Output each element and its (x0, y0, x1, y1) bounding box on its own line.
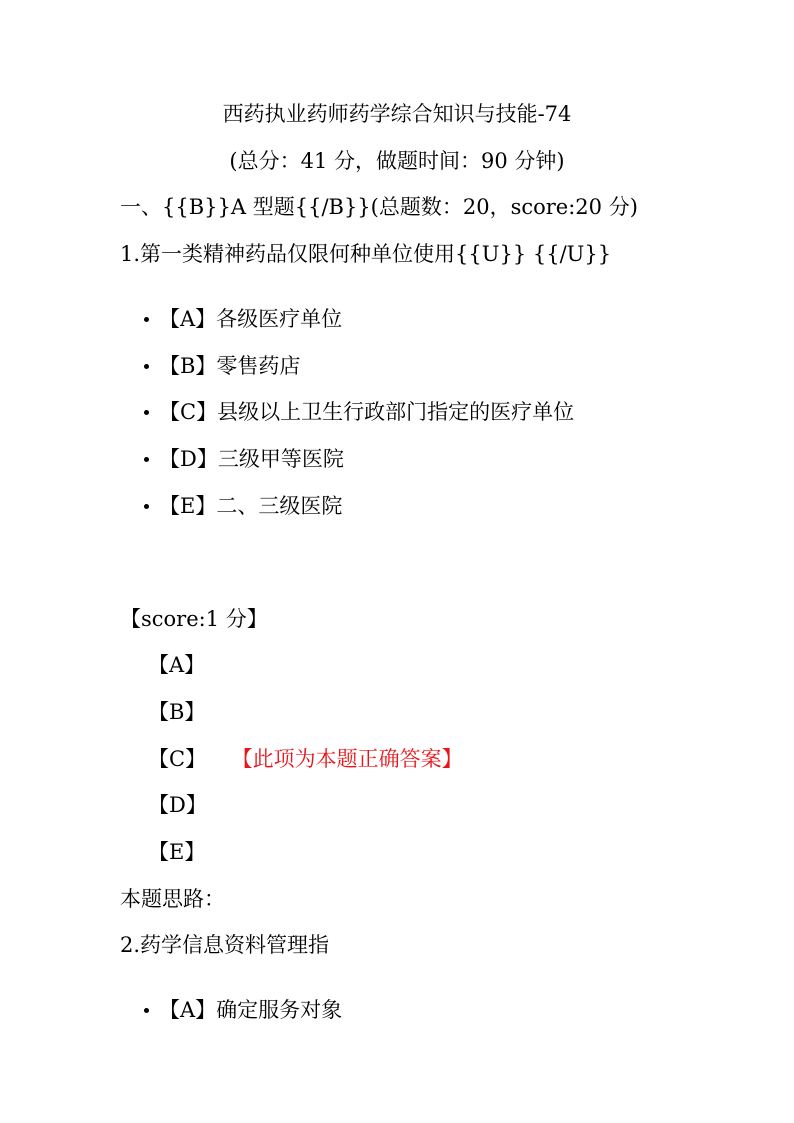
bullet-icon (144, 457, 149, 462)
option-label: 【A】各级医疗单位 (159, 307, 343, 331)
answer-label: 【A】 (148, 653, 206, 677)
answer-label: 【B】 (148, 700, 206, 724)
answer-label: 【D】 (148, 793, 207, 817)
bullet-icon (144, 1008, 149, 1013)
answer-label: 【C】 (148, 747, 207, 771)
answer-row-c (148, 745, 463, 773)
answer-row-a (148, 651, 205, 679)
bullet-icon (144, 317, 149, 322)
answer-label: 【E】 (148, 840, 206, 864)
question-1-option-b[interactable] (144, 352, 300, 380)
option-label: 【A】确定服务对象 (159, 998, 343, 1022)
correct-answer-marker: 【此项为本题正确答案】 (242, 747, 463, 771)
option-label: 【B】零售药店 (159, 354, 301, 378)
section-heading: 一、{{B}}A 型题{{/B}}(总题数：20，score:20 分) (120, 195, 638, 219)
answer-row-e (148, 838, 205, 866)
option-label: 【D】三级甲等医院 (159, 447, 344, 471)
question-2-option-a[interactable] (144, 996, 342, 1024)
answer-row-b (148, 698, 205, 726)
question-1-option-a[interactable] (144, 305, 342, 333)
question-1-option-d[interactable] (144, 445, 344, 473)
question-1-score: 【score:1 分】 (120, 607, 268, 631)
option-label: 【E】二、三级医院 (159, 494, 343, 518)
question-1-option-e[interactable] (144, 492, 342, 520)
answer-row-d (148, 791, 207, 819)
question-1-option-c[interactable] (144, 398, 574, 426)
document-title: 西药执业药师药学综合知识与技能-74 (222, 102, 572, 126)
bullet-icon (144, 410, 149, 415)
question-1-stem: 1.第一类精神药品仅限何种单位使用{{U}} {{/U}} (120, 242, 612, 266)
bullet-icon (144, 504, 149, 509)
option-label: 【C】县级以上卫生行政部门指定的医疗单位 (159, 400, 575, 424)
explanation-label: 本题思路： (120, 887, 225, 911)
question-2-stem: 2.药学信息资料管理指 (120, 933, 330, 957)
bullet-icon (144, 364, 149, 369)
document-subtitle: (总分：41 分，做题时间：90 分钟) (229, 149, 565, 173)
